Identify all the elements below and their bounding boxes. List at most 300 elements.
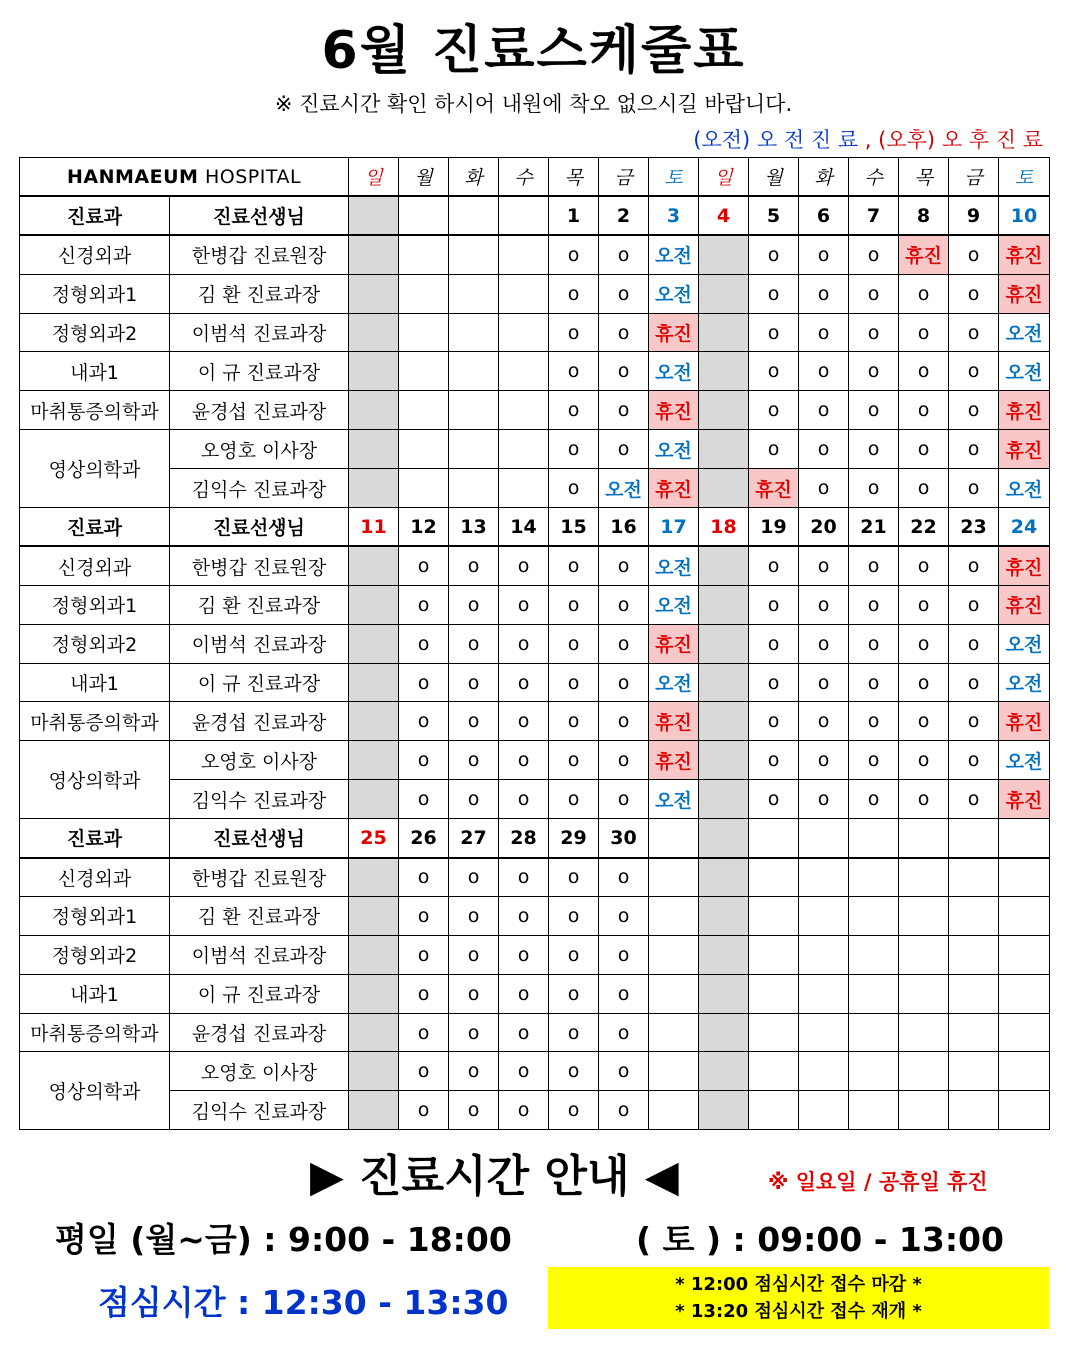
department-cell: 마취통증의학과	[20, 391, 170, 430]
open-cell: o	[599, 780, 649, 819]
schedule-cell	[799, 1091, 849, 1130]
open-cell: o	[849, 235, 899, 274]
schedule-cell	[899, 1091, 949, 1130]
schedule-cell	[799, 858, 849, 897]
open-cell: o	[499, 585, 549, 624]
open-cell: o	[399, 546, 449, 585]
open-cell: o	[449, 974, 499, 1013]
open-cell: o	[849, 624, 899, 663]
open-cell: o	[899, 663, 949, 702]
date-cell	[399, 196, 449, 235]
doctor-cell: 오영호 이사장	[170, 1052, 349, 1091]
open-cell: o	[899, 391, 949, 430]
open-cell: o	[599, 546, 649, 585]
open-cell: o	[549, 935, 599, 974]
weekday-header: 화	[799, 158, 849, 197]
hospital-name	[20, 158, 349, 197]
open-cell: o	[849, 313, 899, 352]
legend-pm-desc: 오 후 진 료	[941, 128, 1043, 152]
schedule-cell	[699, 274, 749, 313]
schedule-cell	[749, 974, 799, 1013]
weekday-header: 수	[849, 158, 899, 197]
open-cell: o	[399, 624, 449, 663]
open-cell: o	[899, 313, 949, 352]
date-cell: 12	[399, 508, 449, 547]
schedule-cell	[849, 1052, 899, 1091]
doctor-cell: 이범석 진료과장	[170, 624, 349, 663]
schedule-cell	[349, 430, 399, 469]
schedule-cell	[649, 1052, 699, 1091]
schedule-cell	[749, 896, 799, 935]
doctor-cell: 윤경섭 진료과장	[170, 702, 349, 741]
schedule-cell	[699, 1091, 749, 1130]
schedule-cell	[349, 585, 399, 624]
schedule-cell	[649, 858, 699, 897]
schedule-cell	[699, 352, 749, 391]
open-cell: o	[599, 663, 649, 702]
schedule-table	[19, 157, 1050, 1130]
closed-cell: 휴진	[749, 469, 799, 508]
open-cell: o	[599, 235, 649, 274]
schedule-cell	[399, 235, 449, 274]
open-cell: o	[499, 1052, 549, 1091]
open-cell: o	[749, 741, 799, 780]
legend	[693, 124, 1043, 154]
doctor-cell: 이 규 진료과장	[170, 663, 349, 702]
schedule-cell	[799, 974, 849, 1013]
doctor-cell: 이 규 진료과장	[170, 974, 349, 1013]
open-cell: o	[749, 313, 799, 352]
open-cell: o	[599, 430, 649, 469]
open-cell: o	[849, 585, 899, 624]
open-cell: o	[549, 1052, 599, 1091]
open-cell: o	[549, 1013, 599, 1052]
weekday-header: 금	[599, 158, 649, 197]
schedule-cell	[349, 780, 399, 819]
doctor-cell: 김익수 진료과장	[170, 780, 349, 819]
department-cell: 영상의학과	[20, 430, 170, 508]
morning-only-cell: 오전	[649, 430, 699, 469]
open-cell: o	[449, 585, 499, 624]
open-cell: o	[549, 780, 599, 819]
schedule-cell	[949, 858, 999, 897]
open-cell: o	[599, 858, 649, 897]
doctor-cell: 김익수 진료과장	[170, 469, 349, 508]
schedule-cell	[899, 858, 949, 897]
open-cell: o	[749, 352, 799, 391]
closed-cell: 휴진	[999, 585, 1050, 624]
date-cell: 30	[599, 819, 649, 858]
open-cell: o	[549, 469, 599, 508]
open-cell: o	[549, 313, 599, 352]
morning-only-cell: 오전	[999, 352, 1050, 391]
open-cell: o	[549, 352, 599, 391]
open-cell: o	[899, 274, 949, 313]
schedule-cell	[999, 1052, 1050, 1091]
date-cell: 3	[649, 196, 699, 235]
schedule-cell	[849, 1013, 899, 1052]
open-cell: o	[449, 896, 499, 935]
schedule-cell	[349, 896, 399, 935]
open-cell: o	[399, 935, 449, 974]
date-cell: 26	[399, 819, 449, 858]
open-cell: o	[549, 974, 599, 1013]
open-cell: o	[749, 663, 799, 702]
schedule-cell	[949, 974, 999, 1013]
schedule-cell	[899, 935, 949, 974]
closed-cell: 휴진	[999, 702, 1050, 741]
date-cell: 24	[999, 508, 1050, 547]
open-cell: o	[599, 1013, 649, 1052]
schedule-cell	[849, 858, 899, 897]
open-cell: o	[499, 1091, 549, 1130]
schedule-cell	[749, 1013, 799, 1052]
open-cell: o	[899, 469, 949, 508]
open-cell: o	[399, 974, 449, 1013]
page-title: 6월 진료스케줄표	[321, 21, 746, 81]
schedule-cell	[399, 313, 449, 352]
schedule-cell	[349, 1091, 399, 1130]
schedule-cell	[699, 896, 749, 935]
schedule-cell	[699, 780, 749, 819]
open-cell: o	[749, 585, 799, 624]
open-cell: o	[549, 663, 599, 702]
schedule-cell	[349, 235, 399, 274]
open-cell: o	[949, 741, 999, 780]
date-cell	[799, 819, 849, 858]
open-cell: o	[849, 391, 899, 430]
schedule-cell	[799, 935, 849, 974]
schedule-cell	[699, 663, 749, 702]
schedule-cell	[349, 313, 399, 352]
open-cell: o	[749, 780, 799, 819]
date-cell: 25	[349, 819, 399, 858]
open-cell: o	[949, 624, 999, 663]
open-cell: o	[799, 430, 849, 469]
open-cell: o	[549, 858, 599, 897]
department-cell: 정형외과2	[20, 624, 170, 663]
open-cell: o	[549, 1091, 599, 1130]
schedule-cell	[349, 469, 399, 508]
doctor-cell: 한병갑 진료원장	[170, 235, 349, 274]
open-cell: o	[949, 585, 999, 624]
open-cell: o	[899, 780, 949, 819]
open-cell: o	[849, 663, 899, 702]
schedule-cell	[849, 1091, 899, 1130]
closed-cell: 휴진	[999, 546, 1050, 585]
open-cell: o	[449, 741, 499, 780]
open-cell: o	[499, 896, 549, 935]
open-cell: o	[799, 352, 849, 391]
schedule-cell	[349, 274, 399, 313]
open-cell: o	[799, 702, 849, 741]
schedule-cell	[649, 896, 699, 935]
schedule-cell	[499, 274, 549, 313]
morning-only-cell: 오전	[649, 274, 699, 313]
open-cell: o	[799, 235, 849, 274]
closed-cell: 휴진	[649, 624, 699, 663]
open-cell: o	[449, 663, 499, 702]
open-cell: o	[599, 585, 649, 624]
open-cell: o	[599, 741, 649, 780]
hours-guide-title: ▶ 진료시간 안내 ◀	[310, 1151, 679, 1202]
open-cell: o	[849, 274, 899, 313]
open-cell: o	[899, 430, 949, 469]
doctor-cell: 오영호 이사장	[170, 741, 349, 780]
schedule-cell	[849, 896, 899, 935]
open-cell: o	[949, 780, 999, 819]
schedule-cell	[899, 896, 949, 935]
date-cell: 15	[549, 508, 599, 547]
legend-separator: ,	[864, 128, 872, 152]
date-cell: 6	[799, 196, 849, 235]
morning-only-cell: 오전	[999, 469, 1050, 508]
morning-only-cell: 오전	[999, 663, 1050, 702]
open-cell: o	[599, 274, 649, 313]
schedule-cell	[949, 1013, 999, 1052]
open-cell: o	[449, 780, 499, 819]
open-cell: o	[449, 1091, 499, 1130]
date-cell: 2	[599, 196, 649, 235]
open-cell: o	[799, 624, 849, 663]
closed-cell: 휴진	[999, 391, 1050, 430]
open-cell: o	[499, 546, 549, 585]
department-cell: 내과1	[20, 663, 170, 702]
weekday-header: 일	[349, 158, 399, 197]
open-cell: o	[449, 858, 499, 897]
open-cell: o	[499, 702, 549, 741]
schedule-cell	[499, 313, 549, 352]
morning-only-cell: 오전	[999, 741, 1050, 780]
date-cell: 4	[699, 196, 749, 235]
doctor-header: 진료선생님	[170, 819, 349, 858]
schedule-cell	[999, 935, 1050, 974]
date-cell: 7	[849, 196, 899, 235]
schedule-cell	[699, 430, 749, 469]
schedule-cell	[499, 352, 549, 391]
date-cell: 19	[749, 508, 799, 547]
open-cell: o	[449, 702, 499, 741]
lunch-note-reopen: * 13:20 점심시간 접수 재개 *	[675, 1301, 922, 1322]
open-cell: o	[849, 430, 899, 469]
open-cell: o	[599, 974, 649, 1013]
schedule-cell	[949, 1052, 999, 1091]
schedule-cell	[399, 430, 449, 469]
open-cell: o	[949, 430, 999, 469]
hospital-name-bold: HANMAEUM	[66, 165, 199, 188]
schedule-cell	[749, 935, 799, 974]
weekday-header: 토	[999, 158, 1050, 197]
schedule-cell	[349, 663, 399, 702]
open-cell: o	[399, 858, 449, 897]
schedule-cell	[449, 391, 499, 430]
open-cell: o	[549, 585, 599, 624]
schedule-cell	[349, 546, 399, 585]
schedule-cell	[699, 235, 749, 274]
schedule-cell	[699, 546, 749, 585]
date-cell	[699, 819, 749, 858]
date-cell	[749, 819, 799, 858]
doctor-cell: 이범석 진료과장	[170, 935, 349, 974]
schedule-cell	[999, 974, 1050, 1013]
dept-header: 진료과	[20, 196, 170, 235]
lunch-note-close: * 12:00 점심시간 접수 마감 *	[675, 1274, 922, 1295]
date-cell: 13	[449, 508, 499, 547]
date-cell: 21	[849, 508, 899, 547]
open-cell: o	[899, 702, 949, 741]
open-cell: o	[749, 274, 799, 313]
date-cell	[849, 819, 899, 858]
closed-cell: 휴진	[649, 391, 699, 430]
open-cell: o	[849, 780, 899, 819]
open-cell: o	[549, 896, 599, 935]
open-cell: o	[749, 546, 799, 585]
weekday-header: 일	[699, 158, 749, 197]
date-cell: 29	[549, 819, 599, 858]
schedule-cell	[949, 896, 999, 935]
doctor-cell: 윤경섭 진료과장	[170, 1013, 349, 1052]
schedule-cell	[899, 974, 949, 1013]
doctor-cell: 김익수 진료과장	[170, 1091, 349, 1130]
weekday-header: 토	[649, 158, 699, 197]
open-cell: o	[499, 1013, 549, 1052]
closed-cell: 휴진	[649, 469, 699, 508]
open-cell: o	[499, 974, 549, 1013]
date-cell	[499, 196, 549, 235]
doctor-cell: 이 규 진료과장	[170, 352, 349, 391]
doctor-cell: 한병갑 진료원장	[170, 546, 349, 585]
closed-cell: 휴진	[999, 274, 1050, 313]
schedule-cell	[999, 1013, 1050, 1052]
schedule-cell	[649, 1091, 699, 1130]
open-cell: o	[899, 546, 949, 585]
open-cell: o	[449, 1052, 499, 1091]
open-cell: o	[499, 663, 549, 702]
open-cell: o	[849, 741, 899, 780]
open-cell: o	[749, 391, 799, 430]
open-cell: o	[949, 313, 999, 352]
department-cell: 정형외과1	[20, 585, 170, 624]
open-cell: o	[549, 546, 599, 585]
open-cell: o	[399, 741, 449, 780]
date-cell: 11	[349, 508, 399, 547]
schedule-cell	[999, 858, 1050, 897]
open-cell: o	[749, 624, 799, 663]
schedule-cell	[449, 235, 499, 274]
schedule-cell	[799, 1013, 849, 1052]
open-cell: o	[549, 741, 599, 780]
open-cell: o	[399, 896, 449, 935]
morning-only-cell: 오전	[649, 780, 699, 819]
schedule-cell	[499, 430, 549, 469]
schedule-cell	[699, 469, 749, 508]
schedule-cell	[349, 1052, 399, 1091]
open-cell: o	[549, 235, 599, 274]
open-cell: o	[399, 702, 449, 741]
open-cell: o	[599, 391, 649, 430]
schedule-cell	[449, 313, 499, 352]
open-cell: o	[849, 702, 899, 741]
open-cell: o	[949, 235, 999, 274]
open-cell: o	[549, 430, 599, 469]
weekday-header: 수	[499, 158, 549, 197]
morning-only-cell: 오전	[649, 352, 699, 391]
open-cell: o	[949, 469, 999, 508]
date-cell: 22	[899, 508, 949, 547]
date-cell: 18	[699, 508, 749, 547]
closed-cell: 휴진	[999, 235, 1050, 274]
schedule-cell	[449, 274, 499, 313]
schedule-cell	[349, 391, 399, 430]
schedule-cell	[799, 896, 849, 935]
date-cell: 17	[649, 508, 699, 547]
schedule-cell	[799, 1052, 849, 1091]
open-cell: o	[599, 935, 649, 974]
department-cell: 내과1	[20, 974, 170, 1013]
department-cell: 신경외과	[20, 858, 170, 897]
schedule-cell	[649, 935, 699, 974]
open-cell: o	[949, 274, 999, 313]
dept-header: 진료과	[20, 819, 170, 858]
date-cell: 9	[949, 196, 999, 235]
date-cell: 16	[599, 508, 649, 547]
department-cell: 신경외과	[20, 546, 170, 585]
schedule-cell	[349, 352, 399, 391]
schedule-cell	[349, 858, 399, 897]
date-cell	[449, 196, 499, 235]
open-cell: o	[399, 780, 449, 819]
schedule-cell	[699, 935, 749, 974]
department-cell: 신경외과	[20, 235, 170, 274]
saturday-hours: ( 토 ) : 09:00 - 13:00	[636, 1220, 1004, 1259]
open-cell: o	[549, 702, 599, 741]
open-cell: o	[549, 624, 599, 663]
date-cell: 27	[449, 819, 499, 858]
department-cell: 정형외과1	[20, 896, 170, 935]
morning-only-cell: 오전	[649, 585, 699, 624]
morning-only-cell: 오전	[649, 546, 699, 585]
schedule-cell	[349, 702, 399, 741]
open-cell: o	[799, 546, 849, 585]
lunch-hours: 점심시간 : 12:30 - 13:30	[98, 1283, 509, 1322]
weekday-hours: 평일 (월~금) : 9:00 - 18:00	[55, 1220, 512, 1259]
department-cell: 마취통증의학과	[20, 702, 170, 741]
schedule-cell	[699, 391, 749, 430]
open-cell: o	[599, 1052, 649, 1091]
schedule-cell	[399, 391, 449, 430]
open-cell: o	[449, 1013, 499, 1052]
doctor-header: 진료선생님	[170, 196, 349, 235]
open-cell: o	[849, 546, 899, 585]
open-cell: o	[599, 624, 649, 663]
open-cell: o	[799, 585, 849, 624]
department-cell: 내과1	[20, 352, 170, 391]
schedule-cell	[699, 974, 749, 1013]
open-cell: o	[899, 585, 949, 624]
morning-only-cell: 오전	[999, 624, 1050, 663]
open-cell: o	[399, 1052, 449, 1091]
schedule-cell	[699, 702, 749, 741]
schedule-cell	[649, 974, 699, 1013]
date-cell: 5	[749, 196, 799, 235]
morning-only-cell: 오전	[649, 663, 699, 702]
schedule-cell	[899, 1052, 949, 1091]
open-cell: o	[599, 352, 649, 391]
department-cell: 정형외과2	[20, 313, 170, 352]
open-cell: o	[749, 235, 799, 274]
schedule-cell	[449, 430, 499, 469]
schedule-cell	[349, 974, 399, 1013]
